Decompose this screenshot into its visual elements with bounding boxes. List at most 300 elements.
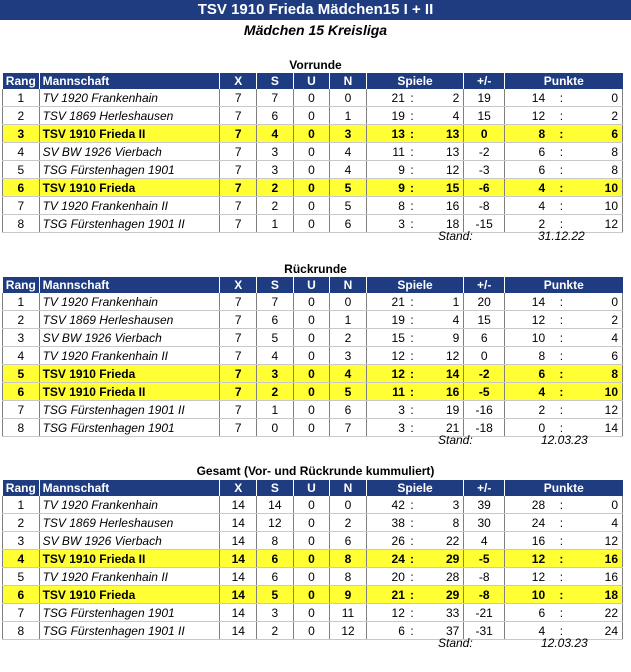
draws-cell: 0 bbox=[293, 293, 330, 311]
played-cell: 7 bbox=[220, 215, 257, 233]
team-cell: TV 1920 Frankenhain bbox=[39, 293, 220, 311]
table-row bbox=[3, 197, 623, 215]
page-title: TSV 1910 Frieda Mädchen15 I + II bbox=[0, 0, 631, 20]
points-minus-cell: 14 bbox=[578, 419, 623, 437]
header-games: Spiele bbox=[366, 480, 464, 496]
rank-cell: 6 bbox=[3, 179, 40, 197]
table-row-highlighted bbox=[3, 550, 623, 568]
games-won-cell: 19 bbox=[366, 311, 405, 329]
stand-label: Stand: bbox=[438, 433, 473, 447]
diff-cell: 4 bbox=[464, 532, 505, 550]
rank-cell: 3 bbox=[3, 125, 40, 143]
rank-cell: 5 bbox=[3, 161, 40, 179]
wins-cell: 2 bbox=[257, 179, 294, 197]
team-cell: TSG Fürstenhagen 1901 bbox=[39, 161, 220, 179]
points-separator: : bbox=[545, 161, 578, 179]
rank-cell: 5 bbox=[3, 568, 40, 586]
games-lost-cell: 19 bbox=[419, 401, 464, 419]
team-cell: TV 1920 Frankenhain bbox=[39, 496, 220, 514]
points-minus-cell: 4 bbox=[578, 514, 623, 532]
games-won-cell: 24 bbox=[366, 550, 405, 568]
games-separator: : bbox=[405, 329, 419, 347]
games-won-cell: 11 bbox=[366, 143, 405, 161]
games-won-cell: 9 bbox=[366, 179, 405, 197]
points-plus-cell: 4 bbox=[504, 179, 545, 197]
games-lost-cell: 33 bbox=[419, 604, 464, 622]
rank-cell: 2 bbox=[3, 514, 40, 532]
played-cell: 7 bbox=[220, 419, 257, 437]
header-team: Mannschaft bbox=[39, 73, 220, 89]
rank-cell: 8 bbox=[3, 215, 40, 233]
games-separator: : bbox=[405, 215, 419, 233]
wins-cell: 4 bbox=[257, 125, 294, 143]
team-cell: TSV 1869 Herleshausen bbox=[39, 311, 220, 329]
diff-cell: 0 bbox=[464, 125, 505, 143]
games-separator: : bbox=[405, 622, 419, 640]
played-cell: 14 bbox=[220, 622, 257, 640]
diff-cell: -31 bbox=[464, 622, 505, 640]
team-cell: TV 1920 Frankenhain II bbox=[39, 197, 220, 215]
table-row bbox=[3, 107, 623, 125]
played-cell: 7 bbox=[220, 161, 257, 179]
draws-cell: 0 bbox=[293, 550, 330, 568]
team-cell: TSV 1910 Frieda bbox=[39, 586, 220, 604]
header-points: Punkte bbox=[504, 480, 622, 496]
team-cell: TSV 1869 Herleshausen bbox=[39, 107, 220, 125]
games-won-cell: 42 bbox=[366, 496, 405, 514]
played-cell: 7 bbox=[220, 311, 257, 329]
team-cell: TV 1920 Frankenhain II bbox=[39, 568, 220, 586]
points-separator: : bbox=[545, 125, 578, 143]
table-row bbox=[3, 496, 623, 514]
points-plus-cell: 6 bbox=[504, 604, 545, 622]
points-plus-cell: 12 bbox=[504, 550, 545, 568]
points-plus-cell: 14 bbox=[504, 293, 545, 311]
points-plus-cell: 2 bbox=[504, 215, 545, 233]
points-minus-cell: 6 bbox=[578, 347, 623, 365]
games-lost-cell: 12 bbox=[419, 347, 464, 365]
points-separator: : bbox=[545, 496, 578, 514]
losses-cell: 6 bbox=[330, 401, 367, 419]
rank-cell: 8 bbox=[3, 622, 40, 640]
games-won-cell: 3 bbox=[366, 215, 405, 233]
games-separator: : bbox=[405, 143, 419, 161]
points-plus-cell: 28 bbox=[504, 496, 545, 514]
games-won-cell: 21 bbox=[366, 586, 405, 604]
header-played: X bbox=[220, 480, 257, 496]
section-title-rueckrunde: Rückrunde bbox=[284, 262, 347, 276]
points-separator: : bbox=[545, 514, 578, 532]
table-row bbox=[3, 161, 623, 179]
games-lost-cell: 2 bbox=[419, 89, 464, 107]
points-plus-cell: 4 bbox=[504, 383, 545, 401]
team-cell: TSV 1910 Frieda II bbox=[39, 550, 220, 568]
header-team: Mannschaft bbox=[39, 480, 220, 496]
played-cell: 14 bbox=[220, 496, 257, 514]
played-cell: 7 bbox=[220, 179, 257, 197]
diff-cell: -15 bbox=[464, 215, 505, 233]
points-separator: : bbox=[545, 586, 578, 604]
table-row bbox=[3, 604, 623, 622]
points-plus-cell: 24 bbox=[504, 514, 545, 532]
diff-cell: -2 bbox=[464, 143, 505, 161]
games-separator: : bbox=[405, 197, 419, 215]
stand-date: 12.03.23 bbox=[541, 636, 588, 650]
table-row bbox=[3, 568, 623, 586]
games-lost-cell: 4 bbox=[419, 107, 464, 125]
wins-cell: 2 bbox=[257, 197, 294, 215]
section-title-vorrunde: Vorrunde bbox=[289, 58, 342, 72]
played-cell: 7 bbox=[220, 293, 257, 311]
draws-cell: 0 bbox=[293, 89, 330, 107]
points-separator: : bbox=[545, 143, 578, 161]
wins-cell: 3 bbox=[257, 161, 294, 179]
points-plus-cell: 6 bbox=[504, 161, 545, 179]
table-header bbox=[3, 480, 623, 496]
losses-cell: 7 bbox=[330, 419, 367, 437]
diff-cell: -2 bbox=[464, 365, 505, 383]
wins-cell: 1 bbox=[257, 215, 294, 233]
points-separator: : bbox=[545, 532, 578, 550]
header-games: Spiele bbox=[366, 73, 464, 89]
draws-cell: 0 bbox=[293, 496, 330, 514]
points-separator: : bbox=[545, 383, 578, 401]
points-separator: : bbox=[545, 550, 578, 568]
losses-cell: 6 bbox=[330, 215, 367, 233]
games-lost-cell: 15 bbox=[419, 179, 464, 197]
rank-cell: 3 bbox=[3, 532, 40, 550]
rank-cell: 4 bbox=[3, 143, 40, 161]
table-header bbox=[3, 73, 623, 89]
games-won-cell: 38 bbox=[366, 514, 405, 532]
games-separator: : bbox=[405, 125, 419, 143]
played-cell: 14 bbox=[220, 604, 257, 622]
stand-label: Stand: bbox=[438, 636, 473, 650]
losses-cell: 9 bbox=[330, 586, 367, 604]
header-losses: N bbox=[330, 277, 367, 293]
team-cell: TSV 1910 Frieda bbox=[39, 179, 220, 197]
draws-cell: 0 bbox=[293, 161, 330, 179]
draws-cell: 0 bbox=[293, 215, 330, 233]
stand-date: 31.12.22 bbox=[538, 229, 585, 243]
losses-cell: 12 bbox=[330, 622, 367, 640]
losses-cell: 5 bbox=[330, 179, 367, 197]
games-lost-cell: 3 bbox=[419, 496, 464, 514]
losses-cell: 11 bbox=[330, 604, 367, 622]
wins-cell: 0 bbox=[257, 419, 294, 437]
team-cell: TV 1920 Frankenhain bbox=[39, 89, 220, 107]
points-separator: : bbox=[545, 365, 578, 383]
rank-cell: 1 bbox=[3, 89, 40, 107]
wins-cell: 12 bbox=[257, 514, 294, 532]
points-plus-cell: 6 bbox=[504, 143, 545, 161]
games-separator: : bbox=[405, 532, 419, 550]
header-draws: U bbox=[293, 73, 330, 89]
points-plus-cell: 14 bbox=[504, 89, 545, 107]
draws-cell: 0 bbox=[293, 107, 330, 125]
draws-cell: 0 bbox=[293, 179, 330, 197]
played-cell: 14 bbox=[220, 514, 257, 532]
diff-cell: 15 bbox=[464, 311, 505, 329]
wins-cell: 5 bbox=[257, 586, 294, 604]
games-separator: : bbox=[405, 496, 419, 514]
table-row-highlighted bbox=[3, 179, 623, 197]
points-minus-cell: 10 bbox=[578, 197, 623, 215]
games-separator: : bbox=[405, 179, 419, 197]
points-plus-cell: 6 bbox=[504, 365, 545, 383]
header-played: X bbox=[220, 277, 257, 293]
games-separator: : bbox=[405, 89, 419, 107]
points-separator: : bbox=[545, 293, 578, 311]
rank-cell: 7 bbox=[3, 401, 40, 419]
team-cell: TV 1920 Frankenhain II bbox=[39, 347, 220, 365]
points-minus-cell: 4 bbox=[578, 329, 623, 347]
rank-cell: 2 bbox=[3, 311, 40, 329]
games-separator: : bbox=[405, 401, 419, 419]
draws-cell: 0 bbox=[293, 125, 330, 143]
games-lost-cell: 28 bbox=[419, 568, 464, 586]
stand-date: 12.03.23 bbox=[541, 433, 588, 447]
points-plus-cell: 12 bbox=[504, 568, 545, 586]
games-lost-cell: 16 bbox=[419, 383, 464, 401]
diff-cell: -5 bbox=[464, 550, 505, 568]
games-won-cell: 3 bbox=[366, 401, 405, 419]
header-played: X bbox=[220, 73, 257, 89]
losses-cell: 3 bbox=[330, 347, 367, 365]
rank-cell: 8 bbox=[3, 419, 40, 437]
games-lost-cell: 12 bbox=[419, 161, 464, 179]
rank-cell: 1 bbox=[3, 496, 40, 514]
header-team: Mannschaft bbox=[39, 277, 220, 293]
draws-cell: 0 bbox=[293, 622, 330, 640]
header-draws: U bbox=[293, 480, 330, 496]
points-separator: : bbox=[545, 622, 578, 640]
header-points: Punkte bbox=[504, 277, 622, 293]
rank-cell: 1 bbox=[3, 293, 40, 311]
losses-cell: 3 bbox=[330, 125, 367, 143]
team-cell: TSV 1910 Frieda II bbox=[39, 383, 220, 401]
games-separator: : bbox=[405, 293, 419, 311]
diff-cell: 19 bbox=[464, 89, 505, 107]
table-row bbox=[3, 514, 623, 532]
games-separator: : bbox=[405, 604, 419, 622]
points-plus-cell: 12 bbox=[504, 107, 545, 125]
points-minus-cell: 10 bbox=[578, 179, 623, 197]
table-row bbox=[3, 143, 623, 161]
games-won-cell: 3 bbox=[366, 419, 405, 437]
rank-cell: 7 bbox=[3, 197, 40, 215]
stand-label: Stand: bbox=[438, 229, 473, 243]
header-wins: S bbox=[257, 277, 294, 293]
draws-cell: 0 bbox=[293, 514, 330, 532]
rank-cell: 5 bbox=[3, 365, 40, 383]
draws-cell: 0 bbox=[293, 383, 330, 401]
points-separator: : bbox=[545, 179, 578, 197]
games-won-cell: 12 bbox=[366, 604, 405, 622]
draws-cell: 0 bbox=[293, 197, 330, 215]
table-row bbox=[3, 347, 623, 365]
rank-cell: 6 bbox=[3, 383, 40, 401]
points-separator: : bbox=[545, 107, 578, 125]
losses-cell: 1 bbox=[330, 311, 367, 329]
header-diff: +/- bbox=[464, 73, 505, 89]
table-row bbox=[3, 419, 623, 437]
wins-cell: 14 bbox=[257, 496, 294, 514]
points-minus-cell: 22 bbox=[578, 604, 623, 622]
team-cell: TSG Fürstenhagen 1901 II bbox=[39, 622, 220, 640]
wins-cell: 5 bbox=[257, 329, 294, 347]
diff-cell: 30 bbox=[464, 514, 505, 532]
points-minus-cell: 10 bbox=[578, 383, 623, 401]
played-cell: 14 bbox=[220, 532, 257, 550]
points-separator: : bbox=[545, 329, 578, 347]
table-row-highlighted bbox=[3, 365, 623, 383]
header-losses: N bbox=[330, 480, 367, 496]
table-row bbox=[3, 293, 623, 311]
games-won-cell: 13 bbox=[366, 125, 405, 143]
losses-cell: 0 bbox=[330, 496, 367, 514]
wins-cell: 3 bbox=[257, 143, 294, 161]
points-separator: : bbox=[545, 311, 578, 329]
diff-cell: -6 bbox=[464, 179, 505, 197]
played-cell: 7 bbox=[220, 383, 257, 401]
wins-cell: 2 bbox=[257, 383, 294, 401]
points-minus-cell: 6 bbox=[578, 125, 623, 143]
games-separator: : bbox=[405, 550, 419, 568]
played-cell: 7 bbox=[220, 329, 257, 347]
games-won-cell: 8 bbox=[366, 197, 405, 215]
rank-cell: 4 bbox=[3, 550, 40, 568]
games-lost-cell: 37 bbox=[419, 622, 464, 640]
games-lost-cell: 13 bbox=[419, 143, 464, 161]
losses-cell: 4 bbox=[330, 143, 367, 161]
points-minus-cell: 8 bbox=[578, 161, 623, 179]
games-separator: : bbox=[405, 419, 419, 437]
table-row bbox=[3, 329, 623, 347]
header-losses: N bbox=[330, 73, 367, 89]
header-games: Spiele bbox=[366, 277, 464, 293]
losses-cell: 2 bbox=[330, 329, 367, 347]
table-row bbox=[3, 622, 623, 640]
header-rang: Rang bbox=[3, 480, 40, 496]
wins-cell: 6 bbox=[257, 568, 294, 586]
diff-cell: -8 bbox=[464, 586, 505, 604]
points-separator: : bbox=[545, 419, 578, 437]
played-cell: 7 bbox=[220, 125, 257, 143]
header-draws: U bbox=[293, 277, 330, 293]
losses-cell: 8 bbox=[330, 550, 367, 568]
games-won-cell: 20 bbox=[366, 568, 405, 586]
rank-cell: 2 bbox=[3, 107, 40, 125]
diff-cell: -21 bbox=[464, 604, 505, 622]
diff-cell: -18 bbox=[464, 419, 505, 437]
games-separator: : bbox=[405, 383, 419, 401]
standings-table-gesamt bbox=[2, 480, 623, 640]
draws-cell: 0 bbox=[293, 365, 330, 383]
points-plus-cell: 8 bbox=[504, 125, 545, 143]
header-points: Punkte bbox=[504, 73, 622, 89]
diff-cell: 15 bbox=[464, 107, 505, 125]
team-cell: TSG Fürstenhagen 1901 II bbox=[39, 401, 220, 419]
losses-cell: 4 bbox=[330, 161, 367, 179]
diff-cell: 6 bbox=[464, 329, 505, 347]
games-won-cell: 19 bbox=[366, 107, 405, 125]
wins-cell: 6 bbox=[257, 107, 294, 125]
league-subtitle: Mädchen 15 Kreisliga bbox=[243, 22, 388, 38]
wins-cell: 6 bbox=[257, 550, 294, 568]
games-lost-cell: 1 bbox=[419, 293, 464, 311]
games-lost-cell: 21 bbox=[419, 419, 464, 437]
games-separator: : bbox=[405, 568, 419, 586]
wins-cell: 2 bbox=[257, 622, 294, 640]
table-row bbox=[3, 311, 623, 329]
points-minus-cell: 16 bbox=[578, 568, 623, 586]
losses-cell: 5 bbox=[330, 383, 367, 401]
losses-cell: 1 bbox=[330, 107, 367, 125]
draws-cell: 0 bbox=[293, 568, 330, 586]
header-rang: Rang bbox=[3, 277, 40, 293]
games-won-cell: 11 bbox=[366, 383, 405, 401]
diff-cell: 20 bbox=[464, 293, 505, 311]
points-minus-cell: 12 bbox=[578, 215, 623, 233]
team-cell: SV BW 1926 Vierbach bbox=[39, 143, 220, 161]
games-won-cell: 21 bbox=[366, 89, 405, 107]
points-plus-cell: 4 bbox=[504, 622, 545, 640]
points-minus-cell: 12 bbox=[578, 401, 623, 419]
draws-cell: 0 bbox=[293, 329, 330, 347]
games-separator: : bbox=[405, 514, 419, 532]
points-minus-cell: 16 bbox=[578, 550, 623, 568]
points-separator: : bbox=[545, 568, 578, 586]
points-separator: : bbox=[545, 215, 578, 233]
rank-cell: 3 bbox=[3, 329, 40, 347]
games-won-cell: 26 bbox=[366, 532, 405, 550]
wins-cell: 6 bbox=[257, 311, 294, 329]
played-cell: 7 bbox=[220, 107, 257, 125]
diff-cell: 0 bbox=[464, 347, 505, 365]
team-cell: TSV 1910 Frieda II bbox=[39, 125, 220, 143]
table-header bbox=[3, 277, 623, 293]
wins-cell: 4 bbox=[257, 347, 294, 365]
games-separator: : bbox=[405, 365, 419, 383]
losses-cell: 0 bbox=[330, 293, 367, 311]
losses-cell: 0 bbox=[330, 89, 367, 107]
team-cell: TSV 1910 Frieda bbox=[39, 365, 220, 383]
standings-table-rueckrunde bbox=[2, 277, 623, 437]
draws-cell: 0 bbox=[293, 604, 330, 622]
games-won-cell: 6 bbox=[366, 622, 405, 640]
played-cell: 14 bbox=[220, 586, 257, 604]
games-separator: : bbox=[405, 347, 419, 365]
games-won-cell: 9 bbox=[366, 161, 405, 179]
diff-cell: -5 bbox=[464, 383, 505, 401]
games-lost-cell: 18 bbox=[419, 215, 464, 233]
games-lost-cell: 8 bbox=[419, 514, 464, 532]
points-plus-cell: 8 bbox=[504, 347, 545, 365]
points-minus-cell: 8 bbox=[578, 365, 623, 383]
team-cell: TSG Fürstenhagen 1901 bbox=[39, 604, 220, 622]
points-minus-cell: 0 bbox=[578, 89, 623, 107]
played-cell: 7 bbox=[220, 197, 257, 215]
played-cell: 14 bbox=[220, 568, 257, 586]
header-diff: +/- bbox=[464, 277, 505, 293]
draws-cell: 0 bbox=[293, 143, 330, 161]
header-rang: Rang bbox=[3, 73, 40, 89]
diff-cell: -8 bbox=[464, 568, 505, 586]
games-lost-cell: 4 bbox=[419, 311, 464, 329]
header-wins: S bbox=[257, 73, 294, 89]
draws-cell: 0 bbox=[293, 532, 330, 550]
